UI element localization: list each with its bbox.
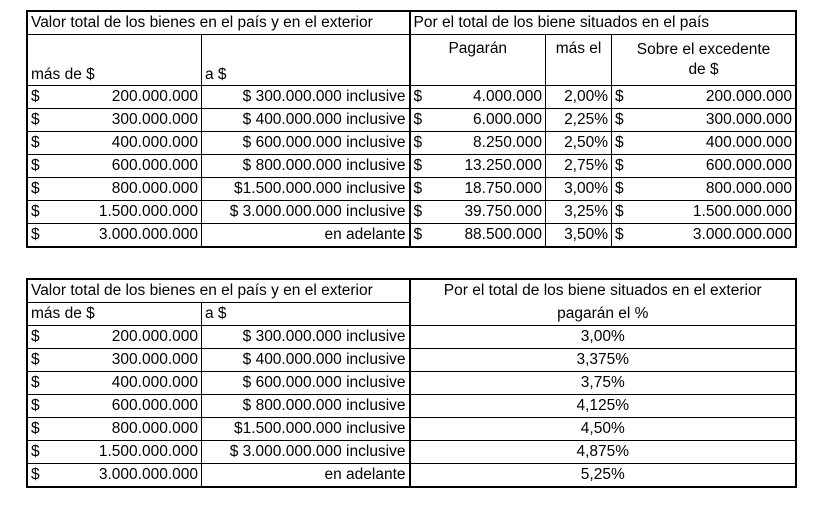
table1-col-mas-el: más el	[546, 35, 612, 86]
rate-percent: 5,25%	[410, 464, 796, 487]
table1-body	[28, 86, 796, 247]
pay-amount: 8.250.000	[446, 132, 546, 155]
rate-percent: 3,50%	[546, 224, 612, 247]
currency-symbol: $	[28, 201, 82, 224]
table-row	[28, 418, 796, 441]
range-to: $ 3.000.000.000 inclusive	[202, 441, 410, 464]
table-row	[28, 86, 796, 109]
table2-header-valor-total: Valor total de los bienes en el país y en el exterior	[28, 280, 410, 303]
rate-percent: 2,75%	[546, 155, 612, 178]
pay-amount: 39.750.000	[446, 201, 546, 224]
excess-amount: 3.000.000.000	[642, 224, 796, 247]
currency-symbol: $	[612, 201, 642, 224]
currency-symbol: $	[28, 178, 82, 201]
range-to: $ 3.000.000.000 inclusive	[202, 201, 410, 224]
table2-body	[28, 326, 796, 487]
range-from: 3.000.000.000	[82, 464, 202, 487]
excess-amount: 400.000.000	[642, 132, 796, 155]
range-from: 400.000.000	[82, 132, 202, 155]
currency-symbol: $	[612, 132, 642, 155]
excess-amount: 1.500.000.000	[642, 201, 796, 224]
table1-col-sobre-line2: de $	[688, 61, 719, 78]
range-to: en adelante	[202, 224, 410, 247]
currency-symbol: $	[28, 464, 82, 487]
table2-col-pagaran: pagarán el %	[410, 303, 796, 326]
range-from: 1.500.000.000	[82, 441, 202, 464]
table-row	[28, 155, 796, 178]
pay-amount: 4.000.000	[446, 86, 546, 109]
range-to: $ 400.000.000 inclusive	[202, 109, 410, 132]
currency-symbol: $	[410, 155, 446, 178]
range-from: 200.000.000	[82, 86, 202, 109]
currency-symbol: $	[28, 224, 82, 247]
currency-symbol: $	[28, 132, 82, 155]
pay-amount: 13.250.000	[446, 155, 546, 178]
rate-percent: 3,75%	[410, 372, 796, 395]
currency-symbol: $	[28, 418, 82, 441]
currency-symbol: $	[28, 326, 82, 349]
table-row	[28, 349, 796, 372]
table-row	[28, 224, 796, 247]
tax-table-pais	[27, 11, 796, 247]
range-from: 3.000.000.000	[82, 224, 202, 247]
currency-symbol: $	[612, 109, 642, 132]
rate-percent: 4,125%	[410, 395, 796, 418]
pay-amount: 6.000.000	[446, 109, 546, 132]
currency-symbol: $	[28, 86, 82, 109]
range-from: 300.000.000	[82, 109, 202, 132]
currency-symbol: $	[28, 109, 82, 132]
rate-percent: 2,25%	[546, 109, 612, 132]
table-row	[28, 109, 796, 132]
table1-col-mas-de: más de $	[28, 35, 202, 86]
excess-amount: 200.000.000	[642, 86, 796, 109]
table1-col-pagaran: Pagarán	[410, 35, 546, 86]
table2-col-a: a $	[202, 303, 410, 326]
range-to: $ 800.000.000 inclusive	[202, 155, 410, 178]
currency-symbol: $	[612, 155, 642, 178]
table-row	[28, 464, 796, 487]
rate-percent: 2,50%	[546, 132, 612, 155]
table-row	[28, 441, 796, 464]
excess-amount: 800.000.000	[642, 178, 796, 201]
table-row	[28, 395, 796, 418]
range-from: 800.000.000	[82, 178, 202, 201]
range-to: $1.500.000.000 inclusive	[202, 418, 410, 441]
rate-percent: 2,00%	[546, 86, 612, 109]
range-to: $ 600.000.000 inclusive	[202, 372, 410, 395]
tax-table-exterior	[27, 279, 796, 487]
currency-symbol: $	[410, 132, 446, 155]
rate-percent: 3,25%	[546, 201, 612, 224]
range-from: 600.000.000	[82, 395, 202, 418]
range-to: $ 800.000.000 inclusive	[202, 395, 410, 418]
currency-symbol: $	[410, 86, 446, 109]
table-row	[28, 201, 796, 224]
rate-percent: 4,50%	[410, 418, 796, 441]
rate-percent: 3,00%	[546, 178, 612, 201]
table2-header-por-total: Por el total de los biene situados en el exterior	[410, 280, 796, 303]
currency-symbol: $	[410, 201, 446, 224]
range-from: 200.000.000	[82, 326, 202, 349]
range-to: $ 300.000.000 inclusive	[202, 326, 410, 349]
currency-symbol: $	[28, 349, 82, 372]
excess-amount: 300.000.000	[642, 109, 796, 132]
range-to: $ 600.000.000 inclusive	[202, 132, 410, 155]
rate-percent: 4,875%	[410, 441, 796, 464]
excess-amount: 600.000.000	[642, 155, 796, 178]
table1-header-por-total: Por el total de los biene situados en el país	[410, 12, 796, 35]
currency-symbol: $	[612, 86, 642, 109]
range-from: 1.500.000.000	[82, 201, 202, 224]
currency-symbol: $	[612, 178, 642, 201]
range-from: 400.000.000	[82, 372, 202, 395]
currency-symbol: $	[28, 395, 82, 418]
currency-symbol: $	[28, 441, 82, 464]
table-row	[28, 372, 796, 395]
table2-col-mas-de: más de $	[28, 303, 202, 326]
range-from: 300.000.000	[82, 349, 202, 372]
table1-col-a: a $	[202, 35, 410, 86]
rate-percent: 3,375%	[410, 349, 796, 372]
range-from: 800.000.000	[82, 418, 202, 441]
currency-symbol: $	[28, 372, 82, 395]
table-row	[28, 326, 796, 349]
currency-symbol: $	[410, 224, 446, 247]
table-row	[28, 178, 796, 201]
range-from: 600.000.000	[82, 155, 202, 178]
currency-symbol: $	[28, 155, 82, 178]
table-row	[28, 132, 796, 155]
pay-amount: 18.750.000	[446, 178, 546, 201]
range-to: $1.500.000.000 inclusive	[202, 178, 410, 201]
range-to: $ 300.000.000 inclusive	[202, 86, 410, 109]
table1-col-sobre-excedente	[612, 35, 796, 86]
currency-symbol: $	[410, 109, 446, 132]
currency-symbol: $	[410, 178, 446, 201]
currency-symbol: $	[612, 224, 642, 247]
pay-amount: 88.500.000	[446, 224, 546, 247]
range-to: $ 400.000.000 inclusive	[202, 349, 410, 372]
table1-col-sobre-line1: Sobre el excedente	[636, 41, 771, 58]
rate-percent: 3,00%	[410, 326, 796, 349]
range-to: en adelante	[202, 464, 410, 487]
table1-header-valor-total: Valor total de los bienes en el país y en el exterior	[28, 12, 410, 35]
